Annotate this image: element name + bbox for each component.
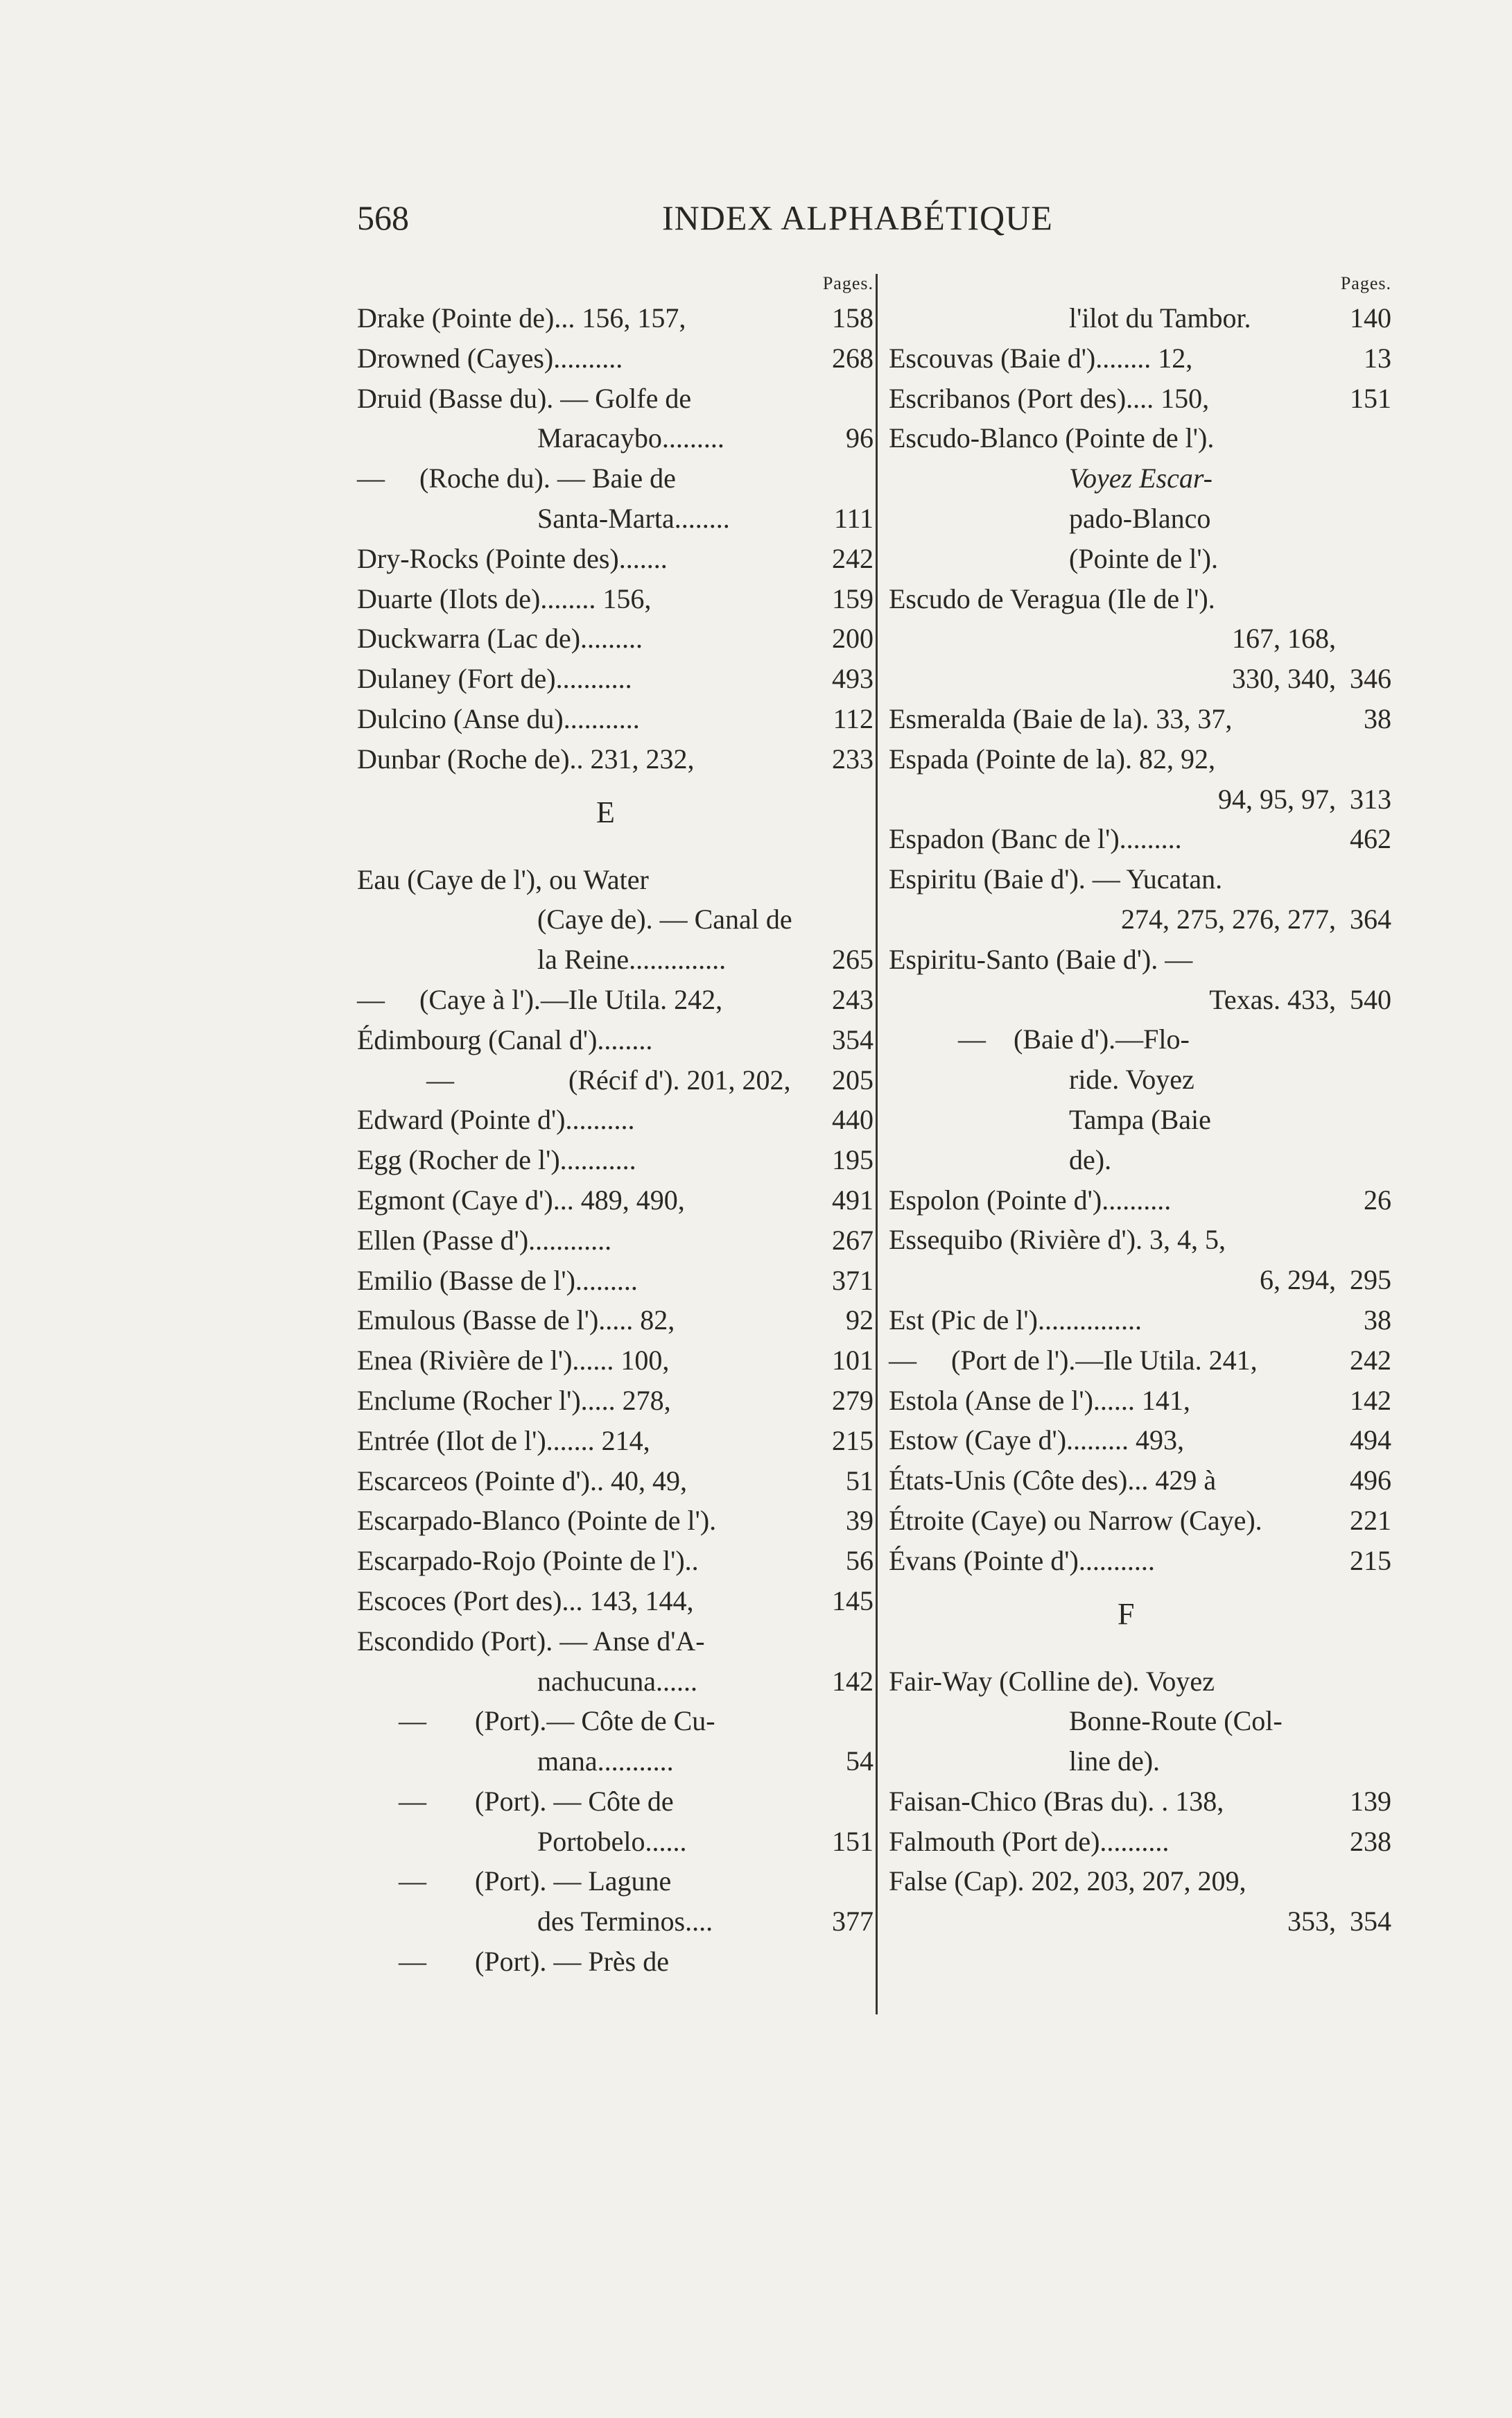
index-entry bbox=[357, 1621, 874, 1661]
entry-text: (Baie d').—Flo- bbox=[1014, 1024, 1190, 1055]
entry-text: Ellen (Passe d')............ bbox=[357, 1224, 612, 1256]
entry-text: (Caye de). — Canal de bbox=[537, 904, 792, 935]
entry-text: (Caye à l').—Ile Utila. 242, bbox=[419, 983, 723, 1015]
entry-text: 167, 168, bbox=[1232, 623, 1336, 655]
page-ref: 159 bbox=[832, 582, 874, 614]
entry-text: Dulcino (Anse du)........... bbox=[357, 702, 640, 734]
pages-label: Pages. bbox=[822, 273, 874, 293]
index-entry bbox=[889, 1180, 1391, 1220]
page-ref: 13 bbox=[1364, 342, 1391, 374]
page-ref: 151 bbox=[1350, 382, 1391, 414]
page-ref: 215 bbox=[1350, 1544, 1391, 1576]
ditto-dash: — bbox=[357, 463, 385, 494]
entry-text: Bonne-Route (Col- bbox=[1069, 1705, 1283, 1737]
index-entry bbox=[889, 619, 1391, 659]
index-entry bbox=[889, 1822, 1391, 1862]
ditto-dash: — bbox=[357, 983, 385, 1015]
page-ref: 205 bbox=[832, 1064, 874, 1096]
ditto-dash: — bbox=[426, 1064, 454, 1096]
index-entry bbox=[357, 418, 874, 458]
entry-text: Entrée (Ilot de l')....... 214, bbox=[357, 1424, 650, 1456]
index-entry bbox=[889, 940, 1391, 980]
page-ref: 92 bbox=[846, 1304, 874, 1336]
entry-text: Escoces (Port des)... 143, 144, bbox=[357, 1584, 694, 1616]
index-entry bbox=[889, 1420, 1391, 1460]
index-entry bbox=[357, 499, 874, 539]
entry-text: (Port). — Près de bbox=[475, 1946, 669, 1978]
index-entry bbox=[357, 980, 874, 1020]
page-ref: 354 bbox=[1350, 1906, 1391, 1937]
index-entry bbox=[889, 1661, 1391, 1702]
page-ref: 371 bbox=[832, 1264, 874, 1296]
index-entry bbox=[889, 298, 1391, 338]
index-entry bbox=[357, 1060, 874, 1100]
index-entry bbox=[357, 739, 874, 779]
entry-text: Évans (Pointe d')........... bbox=[889, 1544, 1155, 1576]
ditto-dash: — bbox=[399, 1865, 426, 1897]
index-entry bbox=[889, 1060, 1391, 1100]
entry-text: Espada (Pointe de la). 82, 92, bbox=[889, 743, 1215, 775]
index-entry bbox=[889, 859, 1391, 899]
index-entry bbox=[357, 1140, 874, 1180]
index-entry bbox=[357, 1220, 874, 1261]
index-entry bbox=[889, 819, 1391, 859]
page-ref: 364 bbox=[1350, 903, 1391, 935]
index-entry bbox=[357, 1661, 874, 1702]
page-ref: 242 bbox=[832, 542, 874, 574]
index-entry bbox=[889, 1260, 1391, 1300]
index-entry bbox=[357, 659, 874, 699]
ditto-dash: — bbox=[399, 1785, 426, 1817]
index-entry bbox=[889, 1701, 1391, 1741]
entry-text: Estow (Caye d')......... 493, bbox=[889, 1424, 1185, 1456]
entry-text: 330, 340, bbox=[1232, 663, 1336, 695]
index-entry bbox=[357, 1861, 874, 1901]
page-ref: 151 bbox=[832, 1825, 874, 1857]
page-ref: 265 bbox=[832, 944, 874, 976]
index-entry bbox=[889, 499, 1391, 539]
index-entry bbox=[889, 1300, 1391, 1340]
entry-text: ride. Voyez bbox=[1069, 1064, 1194, 1096]
index-entry bbox=[357, 1901, 874, 1942]
index-entry bbox=[889, 779, 1391, 820]
entry-text: Espadon (Banc de l')......... bbox=[889, 823, 1182, 855]
entry-text: Tampa (Baie bbox=[1069, 1103, 1211, 1135]
page-ref: 295 bbox=[1350, 1264, 1391, 1296]
entry-text: Egg (Rocher de l')........... bbox=[357, 1144, 636, 1176]
entry-text: Enea (Rivière de l')...... 100, bbox=[357, 1345, 670, 1376]
page-ref: 26 bbox=[1364, 1184, 1391, 1216]
entry-text: Escouvas (Baie d')........ 12, bbox=[889, 342, 1193, 374]
ditto-dash: — bbox=[399, 1705, 426, 1737]
section-letter-text: F bbox=[1118, 1596, 1135, 1631]
index-entry bbox=[889, 1140, 1391, 1180]
page-ref: 540 bbox=[1350, 983, 1391, 1015]
entry-text: Esmeralda (Baie de la). 33, 37, bbox=[889, 702, 1233, 734]
index-entry bbox=[357, 379, 874, 419]
index-entry bbox=[889, 1460, 1391, 1501]
index-entry bbox=[889, 1100, 1391, 1140]
index-entry bbox=[889, 1340, 1391, 1381]
entry-text: États-Unis (Côte des)... 429 à bbox=[889, 1465, 1217, 1496]
page-ref: 313 bbox=[1350, 783, 1391, 815]
index-entry bbox=[357, 1741, 874, 1781]
page-number: 568 bbox=[357, 198, 409, 237]
entry-text: l'ilot du Tambor. bbox=[1069, 302, 1251, 334]
page-ref: 493 bbox=[832, 663, 874, 695]
page-ref: 233 bbox=[832, 743, 874, 775]
index-entry bbox=[357, 1581, 874, 1621]
page-ref: 142 bbox=[832, 1665, 874, 1697]
index-entry bbox=[357, 1781, 874, 1822]
running-head: INDEX ALPHABÉTIQUE bbox=[662, 198, 1053, 237]
index-entry bbox=[357, 458, 874, 499]
index-entry bbox=[889, 1501, 1391, 1541]
index-entry bbox=[889, 1381, 1391, 1421]
index-entry bbox=[357, 298, 874, 338]
page-ref: 101 bbox=[832, 1345, 874, 1376]
entry-text: Faisan-Chico (Bras du). . 138, bbox=[889, 1785, 1224, 1817]
index-entry bbox=[889, 539, 1391, 579]
entry-text: Essequibo (Rivière d'). 3, 4, 5, bbox=[889, 1224, 1226, 1256]
index-entry bbox=[889, 1861, 1391, 1901]
index-entry bbox=[357, 940, 874, 980]
index-entry bbox=[357, 1381, 874, 1421]
entry-text: Falmouth (Port de).......... bbox=[889, 1825, 1170, 1857]
page-ref: 221 bbox=[1350, 1504, 1391, 1536]
page-ref: 195 bbox=[832, 1144, 874, 1176]
entry-text: des Terminos.... bbox=[537, 1906, 713, 1937]
column-divider bbox=[876, 274, 878, 2014]
index-entry bbox=[889, 1781, 1391, 1822]
entry-text: Dunbar (Roche de).. 231, 232, bbox=[357, 743, 695, 775]
page-ref: 54 bbox=[846, 1745, 874, 1777]
page-ref: 112 bbox=[833, 702, 874, 734]
index-entry bbox=[357, 1261, 874, 1301]
page-ref: 279 bbox=[832, 1384, 874, 1416]
entry-text: (Port). — Lagune bbox=[475, 1865, 672, 1897]
page-ref: 38 bbox=[1364, 702, 1391, 734]
entry-text: Maracaybo......... bbox=[537, 422, 724, 454]
entry-text: 353, bbox=[1287, 1906, 1336, 1937]
page-ref: 377 bbox=[832, 1906, 874, 1937]
entry-text: Emulous (Basse de l')..... 82, bbox=[357, 1304, 675, 1336]
entry-text: Egmont (Caye d')... 489, 490, bbox=[357, 1184, 685, 1216]
entry-text: Santa-Marta........ bbox=[537, 502, 730, 534]
entry-text: mana........... bbox=[537, 1745, 674, 1777]
page-ref: 139 bbox=[1350, 1785, 1391, 1817]
entry-text: (Récif d'). 201, 202, bbox=[568, 1064, 791, 1096]
entry-text: Édimbourg (Canal d')........ bbox=[357, 1024, 653, 1055]
page-ref: 242 bbox=[1350, 1344, 1391, 1376]
index-entry bbox=[889, 739, 1391, 779]
entry-text: pado-Blanco bbox=[1069, 502, 1211, 534]
entry-text: Druid (Basse du). — Golfe de bbox=[357, 382, 692, 414]
entry-text: Dry-Rocks (Pointe des)....... bbox=[357, 542, 668, 574]
page-ref: 496 bbox=[1350, 1465, 1391, 1496]
entry-text: (Port de l').—Ile Utila. 241, bbox=[951, 1344, 1258, 1376]
ditto-dash: — bbox=[958, 1024, 986, 1055]
entry-text: Étroite (Caye) ou Narrow (Caye). bbox=[889, 1504, 1262, 1536]
index-entry bbox=[889, 1541, 1391, 1581]
entry-text: Escarpado-Blanco (Pointe de l'). bbox=[357, 1505, 717, 1537]
entry-text: la Reine.............. bbox=[537, 944, 727, 976]
page-ref: 158 bbox=[832, 302, 874, 334]
section-letter-text: E bbox=[596, 795, 615, 829]
index-entry bbox=[357, 1701, 874, 1741]
index-entries-left bbox=[357, 298, 874, 1982]
index-entry bbox=[357, 539, 874, 579]
index-entry bbox=[357, 699, 874, 739]
entry-text: Escarpado-Rojo (Pointe de l').. bbox=[357, 1545, 699, 1577]
entry-text: Escondido (Port). — Anse d'A- bbox=[357, 1625, 705, 1657]
index-entry bbox=[357, 1541, 874, 1581]
page-ref: 238 bbox=[1350, 1825, 1391, 1857]
index-entry bbox=[357, 1300, 874, 1340]
index-entry bbox=[889, 1220, 1391, 1260]
page-ref: 39 bbox=[846, 1505, 874, 1537]
entry-text: Edward (Pointe d').......... bbox=[357, 1104, 635, 1136]
entry-text: de). bbox=[1069, 1143, 1112, 1175]
entry-text: False (Cap). 202, 203, 207, 209, bbox=[889, 1865, 1246, 1897]
index-entry bbox=[357, 338, 874, 379]
entry-text: Duckwarra (Lac de)......... bbox=[357, 623, 643, 655]
entry-text: line de). bbox=[1069, 1745, 1161, 1777]
index-entry bbox=[889, 579, 1391, 619]
entry-text: 94, 95, 97, bbox=[1218, 783, 1336, 815]
page-ref: 494 bbox=[1350, 1424, 1391, 1456]
entry-text: Texas. 433, bbox=[1209, 983, 1336, 1015]
page-ref: 96 bbox=[846, 422, 874, 454]
entry-text: Duarte (Ilots de)........ 156, bbox=[357, 582, 652, 614]
index-entry bbox=[889, 418, 1391, 458]
index-entry bbox=[357, 860, 874, 900]
page-ref: 140 bbox=[1350, 302, 1391, 334]
index-entry bbox=[889, 338, 1391, 379]
index-entry bbox=[357, 1501, 874, 1541]
page-ref: 491 bbox=[832, 1184, 874, 1216]
index-entry bbox=[889, 659, 1391, 699]
page-ref: 142 bbox=[1350, 1384, 1391, 1416]
entry-text: Fair-Way (Colline de). Voyez bbox=[889, 1665, 1215, 1697]
entry-text: Drowned (Cayes).......... bbox=[357, 342, 623, 374]
entry-text: Escarceos (Pointe d').. 40, 49, bbox=[357, 1465, 687, 1496]
index-entry bbox=[889, 899, 1391, 940]
page-header bbox=[357, 198, 1383, 246]
index-entry bbox=[889, 1741, 1391, 1781]
entry-text: 6, 294, bbox=[1260, 1264, 1336, 1296]
index-column-left bbox=[357, 269, 874, 1982]
page-ref: 38 bbox=[1364, 1304, 1391, 1336]
page-ref: 51 bbox=[846, 1465, 874, 1496]
entry-text: Eau (Caye de l'), ou Water bbox=[357, 863, 649, 895]
entry-text: nachucuna...... bbox=[537, 1665, 698, 1697]
entry-text: Voyez Escar- bbox=[1069, 463, 1213, 494]
index-entry bbox=[889, 379, 1391, 419]
index-entry bbox=[357, 1340, 874, 1381]
entry-text: (Roche du). — Baie de bbox=[419, 463, 676, 494]
index-entry bbox=[889, 980, 1391, 1020]
entry-text: Espiritu (Baie d'). — Yucatan. bbox=[889, 863, 1223, 895]
entry-text: Escribanos (Port des).... 150, bbox=[889, 382, 1210, 414]
index-column-right bbox=[889, 269, 1391, 1942]
index-entry bbox=[889, 699, 1391, 739]
page-ref: 111 bbox=[833, 502, 874, 534]
index-entry bbox=[357, 1020, 874, 1060]
entry-text: Est (Pic de l')............... bbox=[889, 1304, 1142, 1336]
page-ref: 354 bbox=[832, 1024, 874, 1055]
page-ref: 268 bbox=[832, 342, 874, 374]
pages-header-left bbox=[357, 269, 874, 298]
index-entry bbox=[889, 1019, 1391, 1060]
entry-text: Enclume (Rocher l')..... 278, bbox=[357, 1384, 671, 1416]
page-ref: 267 bbox=[832, 1224, 874, 1256]
page-ref: 440 bbox=[832, 1104, 874, 1136]
section-letter bbox=[357, 779, 874, 860]
page-ref: 215 bbox=[832, 1424, 874, 1456]
page-ref: 56 bbox=[846, 1545, 874, 1577]
entry-text: Espolon (Pointe d').......... bbox=[889, 1184, 1172, 1216]
index-entry bbox=[357, 579, 874, 619]
ditto-dash: — bbox=[889, 1344, 916, 1376]
index-entry bbox=[357, 619, 874, 659]
index-entry bbox=[357, 1461, 874, 1501]
entry-text: Espiritu-Santo (Baie d'). — bbox=[889, 943, 1193, 975]
page-ref: 145 bbox=[832, 1584, 874, 1616]
index-entry bbox=[357, 1100, 874, 1140]
section-letter bbox=[889, 1581, 1391, 1661]
entry-text: Escudo-Blanco (Pointe de l'). bbox=[889, 422, 1215, 454]
ditto-dash: — bbox=[399, 1946, 426, 1978]
entry-text: (Port). — Côte de bbox=[475, 1785, 674, 1817]
entry-text: Emilio (Basse de l')......... bbox=[357, 1264, 638, 1296]
entry-text: Estola (Anse de l')...... 141, bbox=[889, 1384, 1190, 1416]
entry-text: (Pointe de l'). bbox=[1069, 542, 1218, 574]
index-entry bbox=[889, 458, 1391, 499]
page-ref: 462 bbox=[1350, 823, 1391, 855]
index-entry bbox=[357, 1822, 874, 1862]
entry-text: 274, 275, 276, 277, bbox=[1121, 903, 1336, 935]
page-ref: 243 bbox=[832, 983, 874, 1015]
entry-text: (Port).— Côte de Cu- bbox=[475, 1705, 715, 1737]
page-ref: 346 bbox=[1350, 663, 1391, 695]
index-entry bbox=[357, 899, 874, 940]
entry-text: Dulaney (Fort de)........... bbox=[357, 663, 632, 695]
index-entry bbox=[357, 1180, 874, 1220]
entry-text: Drake (Pointe de)... 156, 157, bbox=[357, 302, 686, 334]
entry-text: Escudo de Veragua (Ile de l'). bbox=[889, 582, 1215, 614]
index-entry bbox=[357, 1421, 874, 1461]
page-ref: 200 bbox=[832, 623, 874, 655]
pages-label: Pages. bbox=[1340, 273, 1391, 293]
entry-text: Portobelo...... bbox=[537, 1825, 687, 1857]
pages-header-right bbox=[889, 269, 1391, 298]
index-entry bbox=[357, 1942, 874, 1982]
index-entries-right bbox=[889, 298, 1391, 1942]
index-entry bbox=[889, 1901, 1391, 1942]
